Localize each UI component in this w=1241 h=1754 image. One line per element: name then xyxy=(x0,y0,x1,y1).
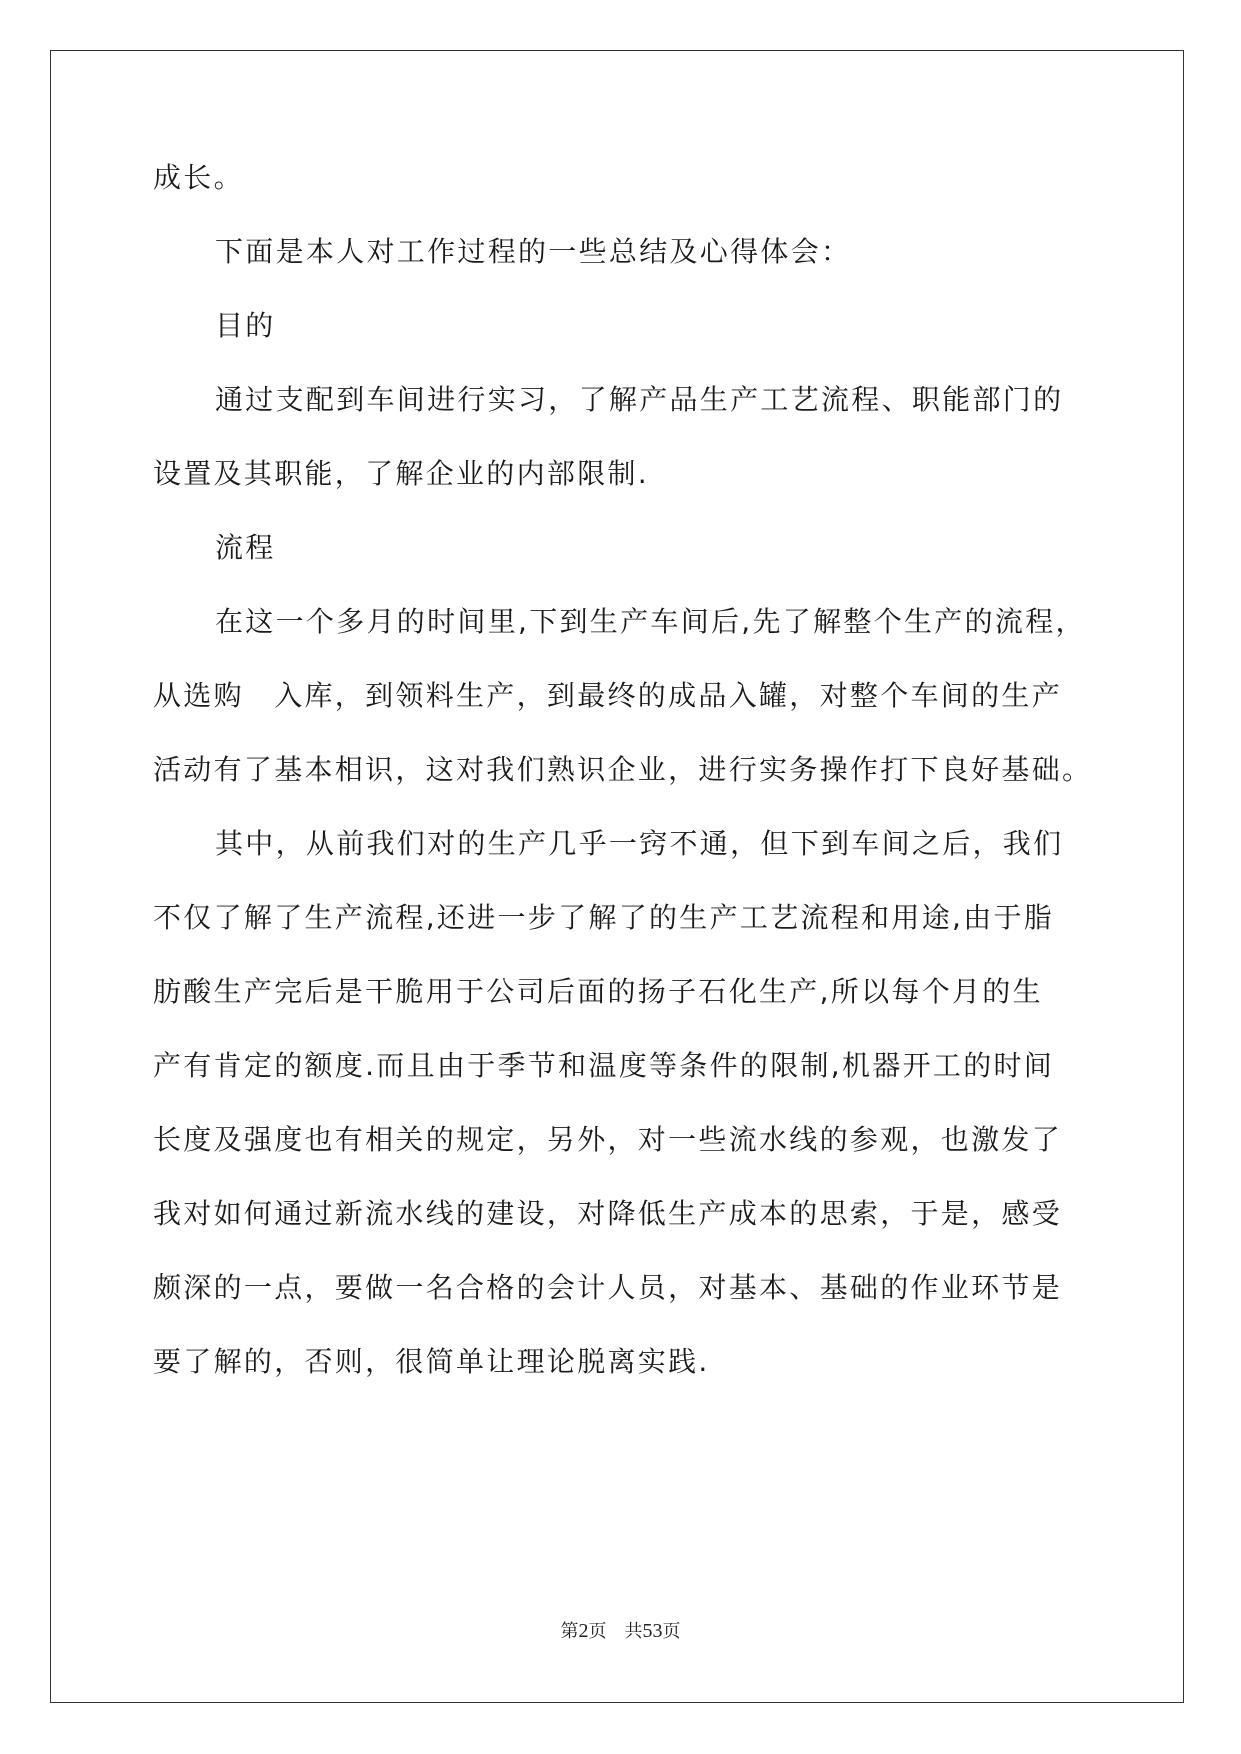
total-suffix: 页 xyxy=(662,1621,681,1642)
text-line: 不仅了解了生产流程,还进一步了解了的生产工艺流程和用途,由于脂 xyxy=(153,901,1055,934)
page-number: 2 xyxy=(578,1620,589,1642)
text-line: 成长。 xyxy=(153,161,244,194)
text-line: 活动有了基本相识，这对我们熟识企业，进行实务操作打下良好基础。 xyxy=(153,753,1093,786)
text-line: 肪酸生产完后是干脆用于公司后面的扬子石化生产,所以每个月的生 xyxy=(153,975,1043,1008)
text-line: 产有肯定的额度.而且由于季节和温度等条件的限制,机器开工的时间 xyxy=(153,1049,1055,1082)
text-line: 在这一个多月的时间里,下到生产车间后,先了解整个生产的流程， xyxy=(215,605,1086,638)
page-footer xyxy=(0,1617,1241,1643)
page-prefix: 第 xyxy=(560,1621,579,1642)
section-heading: 流程 xyxy=(215,531,276,564)
text-line: 长度及强度也有相关的规定，另外，对一些流水线的参观，也激发了 xyxy=(153,1123,1063,1156)
text-line: 从选购 入库，到领料生产，到最终的成品入罐，对整个车间的生产 xyxy=(153,679,1063,712)
text-line: 颇深的一点，要做一名合格的会计人员，对基本、基础的作业环节是 xyxy=(153,1271,1063,1304)
text-line: 设置及其职能，了解企业的内部限制. xyxy=(153,457,650,490)
text-line: 我对如何通过新流水线的建设，对降低生产成本的思索，于是，感受 xyxy=(153,1197,1063,1230)
text-line: 其中，从前我们对的生产几乎一窍不通，但下到车间之后，我们 xyxy=(215,827,1064,860)
section-heading: 目的 xyxy=(215,309,276,342)
page-suffix: 页 xyxy=(588,1621,607,1642)
text-line: 下面是本人对工作过程的一些总结及心得体会： xyxy=(215,235,852,268)
text-line: 通过支配到车间进行实习，了解产品生产工艺流程、职能部门的 xyxy=(215,383,1064,416)
total-pages: 53 xyxy=(642,1620,663,1642)
page-border xyxy=(50,50,1184,1703)
text-line: 要了解的，否则，很简单让理论脱离实践. xyxy=(153,1345,710,1378)
total-prefix: 共 xyxy=(624,1621,643,1642)
